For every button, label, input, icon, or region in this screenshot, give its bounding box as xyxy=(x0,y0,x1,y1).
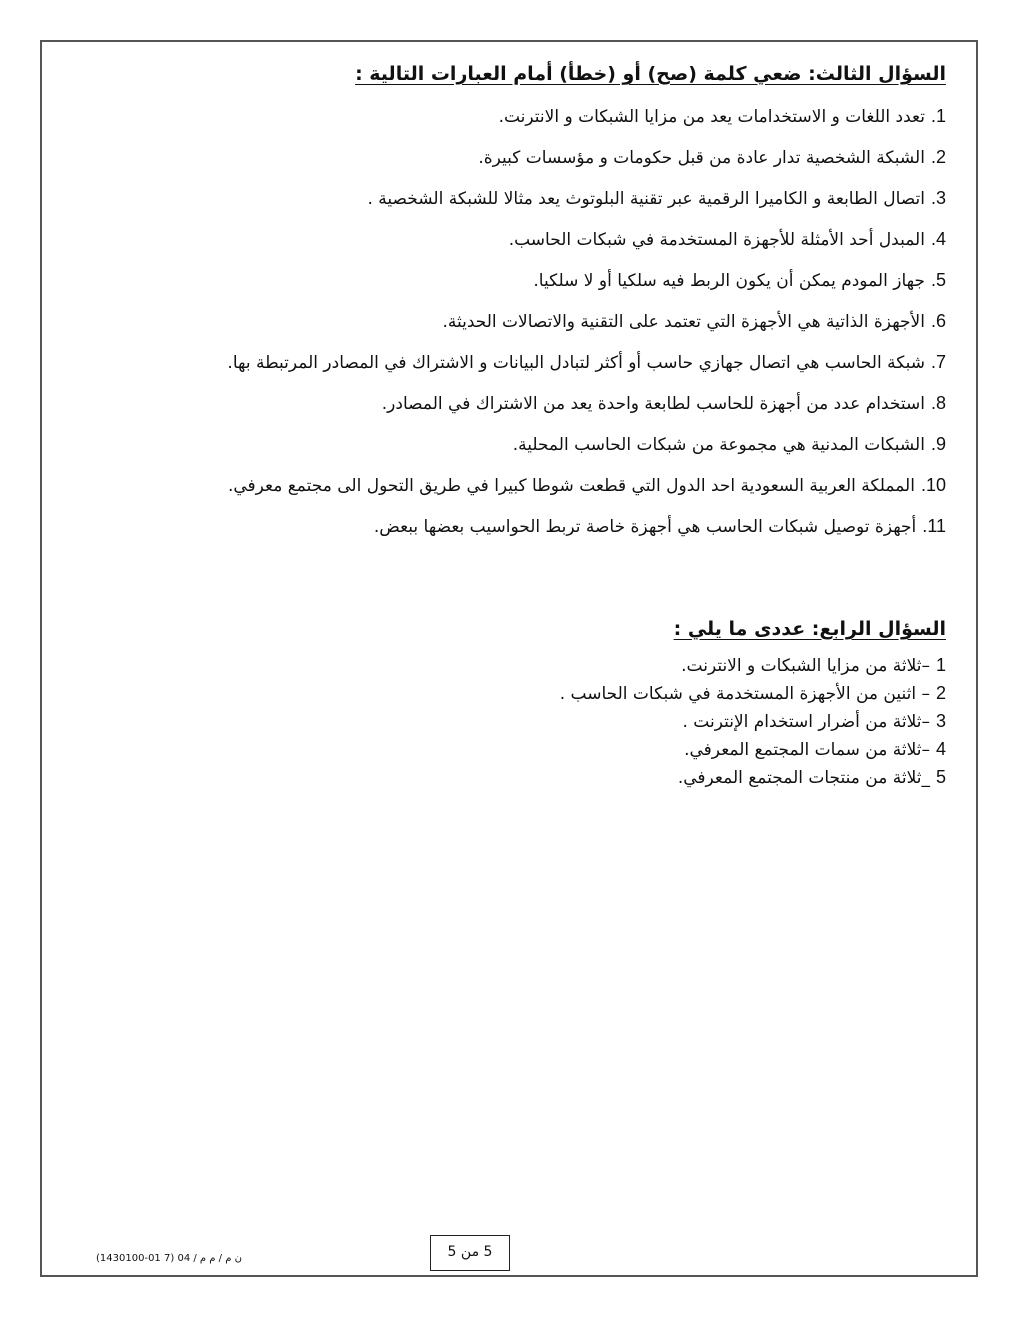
item-number: 3 xyxy=(935,711,946,731)
statement-number: 10. xyxy=(920,475,946,495)
statement-4 xyxy=(74,219,946,260)
question-3-heading: السؤال الثالث: ضعي كلمة (صح) أو (خطأ) أمام العبارات التالية : xyxy=(355,63,946,85)
statement-text: جهاز المودم يمكن أن يكون الربط فيه سلكيا أو لا سلكيا. xyxy=(533,271,925,291)
statement-text: الشبكة الشخصية تدار عادة من قبل حكومات و مؤسسات كبيرة. xyxy=(478,148,925,168)
statement-number: 3. xyxy=(930,188,946,208)
statement-number: 1. xyxy=(930,106,946,126)
item-number: 1 xyxy=(935,655,946,675)
question-4-heading: السؤال الرابع: عددى ما يلي : xyxy=(673,618,946,640)
statement-number: 9. xyxy=(930,434,946,454)
statement-text: الشبكات المدنية هي مجموعة من شبكات الحاسب المحلية. xyxy=(512,435,925,455)
enumeration-item-3 xyxy=(74,707,946,735)
statement-number: 8. xyxy=(930,393,946,413)
statement-number: 11. xyxy=(922,516,946,536)
statement-6 xyxy=(74,301,946,342)
statement-number: 7. xyxy=(930,352,946,372)
enumeration-item-2 xyxy=(74,679,946,707)
statement-text: أجهزة توصيل شبكات الحاسب هي أجهزة خاصة تربط الحواسيب بعضها ببعض. xyxy=(373,517,917,537)
item-number: 5 xyxy=(935,767,946,787)
statement-number: 6. xyxy=(930,311,946,331)
statement-11 xyxy=(74,506,946,547)
item-number: 2 xyxy=(935,683,946,703)
statement-text: الأجهزة الذاتية هي الأجهزة التي تعتمد على التقنية والاتصالات الحديثة. xyxy=(442,312,925,332)
question-3-section xyxy=(74,62,946,547)
enumeration-item-1 xyxy=(74,651,946,679)
statement-3 xyxy=(74,178,946,219)
item-text: – اثنين من الأجهزة المستخدمة في شبكات الحاسب . xyxy=(559,684,930,704)
statement-text: شبكة الحاسب هي اتصال جهازي حاسب أو أكثر لتبادل البيانات و الاشتراك في المصادر المرتبطة بها. xyxy=(227,353,925,373)
statement-7 xyxy=(74,342,946,383)
statement-number: 5. xyxy=(930,270,946,290)
statement-5 xyxy=(74,260,946,301)
enumeration-item-4 xyxy=(74,735,946,763)
document-code: ن م / م م / 04 (7 01-1430100) xyxy=(96,1253,242,1264)
statement-number: 2. xyxy=(930,147,946,167)
statement-text: استخدام عدد من أجهزة للحاسب لطابعة واحدة يعد من الاشتراك في المصادر. xyxy=(381,394,925,414)
page-number-box: 5 من 5 xyxy=(430,1235,510,1271)
item-text: _ثلاثة من منتجات المجتمع المعرفي. xyxy=(677,768,930,788)
item-text: –ثلاثة من أضرار استخدام الإنترنت . xyxy=(682,712,930,732)
item-text: –ثلاثة من مزايا الشبكات و الانترنت. xyxy=(681,656,930,676)
question-4-items xyxy=(74,651,946,791)
question-4-section xyxy=(74,617,946,791)
statement-text: تعدد اللغات و الاستخدامات يعد من مزايا الشبكات و الانترنت. xyxy=(498,107,925,127)
statement-10 xyxy=(74,465,946,506)
statement-text: المبدل أحد الأمثلة للأجهزة المستخدمة في شبكات الحاسب. xyxy=(508,230,925,250)
question-3-statements xyxy=(74,96,946,547)
statement-text: المملكة العربية السعودية احد الدول التي قطعت شوطا كبيرا في طريق التحول الى مجتمع معرفي. xyxy=(227,476,915,496)
statement-2 xyxy=(74,137,946,178)
statement-text: اتصال الطابعة و الكاميرا الرقمية عبر تقنية البلوتوث يعد مثالا للشبكة الشخصية . xyxy=(367,189,925,209)
statement-8 xyxy=(74,383,946,424)
statement-number: 4. xyxy=(930,229,946,249)
enumeration-item-5 xyxy=(74,763,946,791)
statement-9 xyxy=(74,424,946,465)
item-text: –ثلاثة من سمات المجتمع المعرفي. xyxy=(684,740,930,760)
item-number: 4 xyxy=(935,739,946,759)
statement-1 xyxy=(74,96,946,137)
